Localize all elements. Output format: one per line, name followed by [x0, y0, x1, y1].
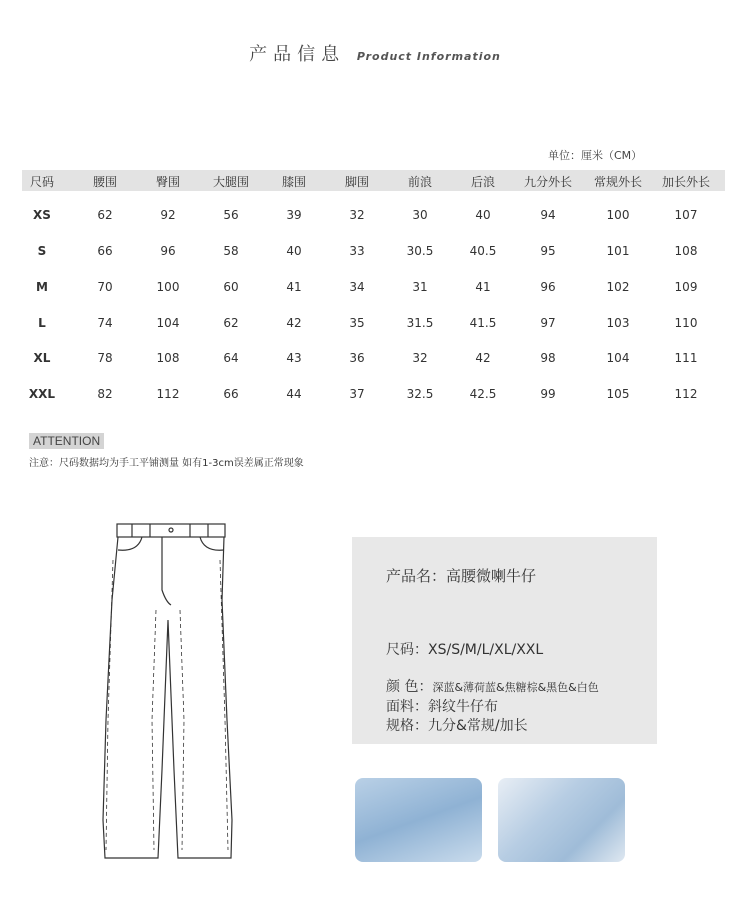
- title-en: Product Information: [356, 50, 501, 63]
- size-label: M: [36, 280, 48, 294]
- table-cell: 32: [412, 351, 428, 365]
- column-header: 加长外长: [661, 175, 710, 189]
- table-cell: 112: [156, 387, 180, 401]
- table-cell: 112: [674, 387, 698, 401]
- table-cell: 66: [223, 387, 239, 401]
- table-cell: 96: [540, 280, 556, 294]
- table-cell: 62: [97, 208, 113, 222]
- column-header: 后浪: [470, 175, 495, 189]
- table-cell: 44: [286, 387, 302, 401]
- table-cell: 101: [606, 244, 630, 258]
- jeans-line-drawing: [100, 520, 235, 865]
- colors-label: 颜 色：: [386, 679, 433, 695]
- table-cell: 40: [286, 244, 302, 258]
- table-cell: 70: [97, 280, 113, 294]
- table-cell: 74: [97, 316, 113, 330]
- table-cell: 100: [156, 280, 180, 294]
- table-cell: 40: [475, 208, 491, 222]
- column-header: 臀围: [155, 175, 180, 189]
- column-header: 尺码: [29, 175, 54, 189]
- table-cell: 82: [97, 387, 113, 401]
- table-cell: 43: [286, 351, 302, 365]
- table-cell: 98: [540, 351, 556, 365]
- table-cell: 92: [160, 208, 176, 222]
- attention-label: ATTENTION: [29, 433, 104, 449]
- product-fabric: 面料：斜纹牛仔布: [386, 699, 498, 715]
- table-cell: 36: [349, 351, 365, 365]
- product-name: 产品名：高腰微喇牛仔: [386, 567, 537, 585]
- table-cell: 56: [223, 208, 239, 222]
- table-cell: 99: [540, 387, 556, 401]
- attention-note: 注意：尺码数据均为手工平铺测量 如有1-3cm误差属正常现象: [29, 458, 304, 469]
- table-cell: 104: [606, 351, 630, 365]
- table-cell: 110: [674, 316, 698, 330]
- column-header: 膝围: [281, 175, 306, 189]
- table-cell: 40.5: [469, 244, 497, 258]
- table-cell: 42: [475, 351, 491, 365]
- table-cell: 111: [674, 351, 698, 365]
- table-cell: 94: [540, 208, 556, 222]
- product-sizes: 尺码：XS/S/M/L/XL/XXL: [386, 642, 544, 658]
- table-cell: 107: [674, 208, 698, 222]
- table-cell: 97: [540, 316, 556, 330]
- table-cell: 58: [223, 244, 239, 258]
- table-cell: 33: [349, 244, 365, 258]
- waist-detail-photo: [355, 778, 482, 862]
- table-cell: 42.5: [469, 387, 497, 401]
- product-info-box: [352, 537, 657, 744]
- table-cell: 60: [223, 280, 239, 294]
- column-header: 大腿围: [212, 175, 249, 189]
- column-header: 九分外长: [523, 175, 572, 189]
- table-cell: 105: [606, 387, 630, 401]
- product-colors: [386, 676, 599, 696]
- column-header: 常规外长: [593, 175, 642, 189]
- size-label: XL: [33, 351, 51, 365]
- table-cell: 95: [540, 244, 556, 258]
- table-cell: 35: [349, 316, 365, 330]
- table-cell: 66: [97, 244, 113, 258]
- table-cell: 31: [412, 280, 428, 294]
- table-cell: 30: [412, 208, 428, 222]
- table-cell: 62: [223, 316, 239, 330]
- table-cell: 41.5: [469, 316, 497, 330]
- table-cell: 41: [475, 280, 491, 294]
- table-cell: 30.5: [406, 244, 434, 258]
- table-cell: 78: [97, 351, 113, 365]
- table-cell: 32: [349, 208, 365, 222]
- title-cn: 产品信息: [249, 44, 346, 65]
- size-label: XS: [33, 208, 51, 222]
- size-label: XXL: [28, 387, 56, 401]
- column-header: 腰围: [92, 175, 117, 189]
- column-header: 前浪: [407, 175, 432, 189]
- table-cell: 39: [286, 208, 302, 222]
- table-cell: 102: [606, 280, 630, 294]
- table-cell: 37: [349, 387, 365, 401]
- product-spec: 规格：九分&常规/加长: [386, 718, 528, 734]
- table-cell: 41: [286, 280, 302, 294]
- table-cell: 34: [349, 280, 365, 294]
- unit-label: 单位：厘米（CM）: [548, 149, 643, 162]
- hem-detail-photo: [498, 778, 625, 862]
- colors-value: 深蓝&薄荷蓝&焦糖棕&黑色&白色: [432, 681, 599, 694]
- table-cell: 42: [286, 316, 302, 330]
- table-cell: 31.5: [406, 316, 434, 330]
- table-cell: 96: [160, 244, 176, 258]
- table-cell: 100: [606, 208, 630, 222]
- table-cell: 32.5: [406, 387, 434, 401]
- table-cell: 109: [674, 280, 698, 294]
- column-header: 脚围: [344, 175, 369, 189]
- size-label: L: [38, 316, 46, 330]
- section-title: [0, 40, 750, 66]
- table-cell: 103: [606, 316, 630, 330]
- table-cell: 104: [156, 316, 180, 330]
- table-cell: 108: [674, 244, 698, 258]
- size-label: S: [37, 244, 47, 258]
- table-cell: 108: [156, 351, 180, 365]
- table-cell: 64: [223, 351, 239, 365]
